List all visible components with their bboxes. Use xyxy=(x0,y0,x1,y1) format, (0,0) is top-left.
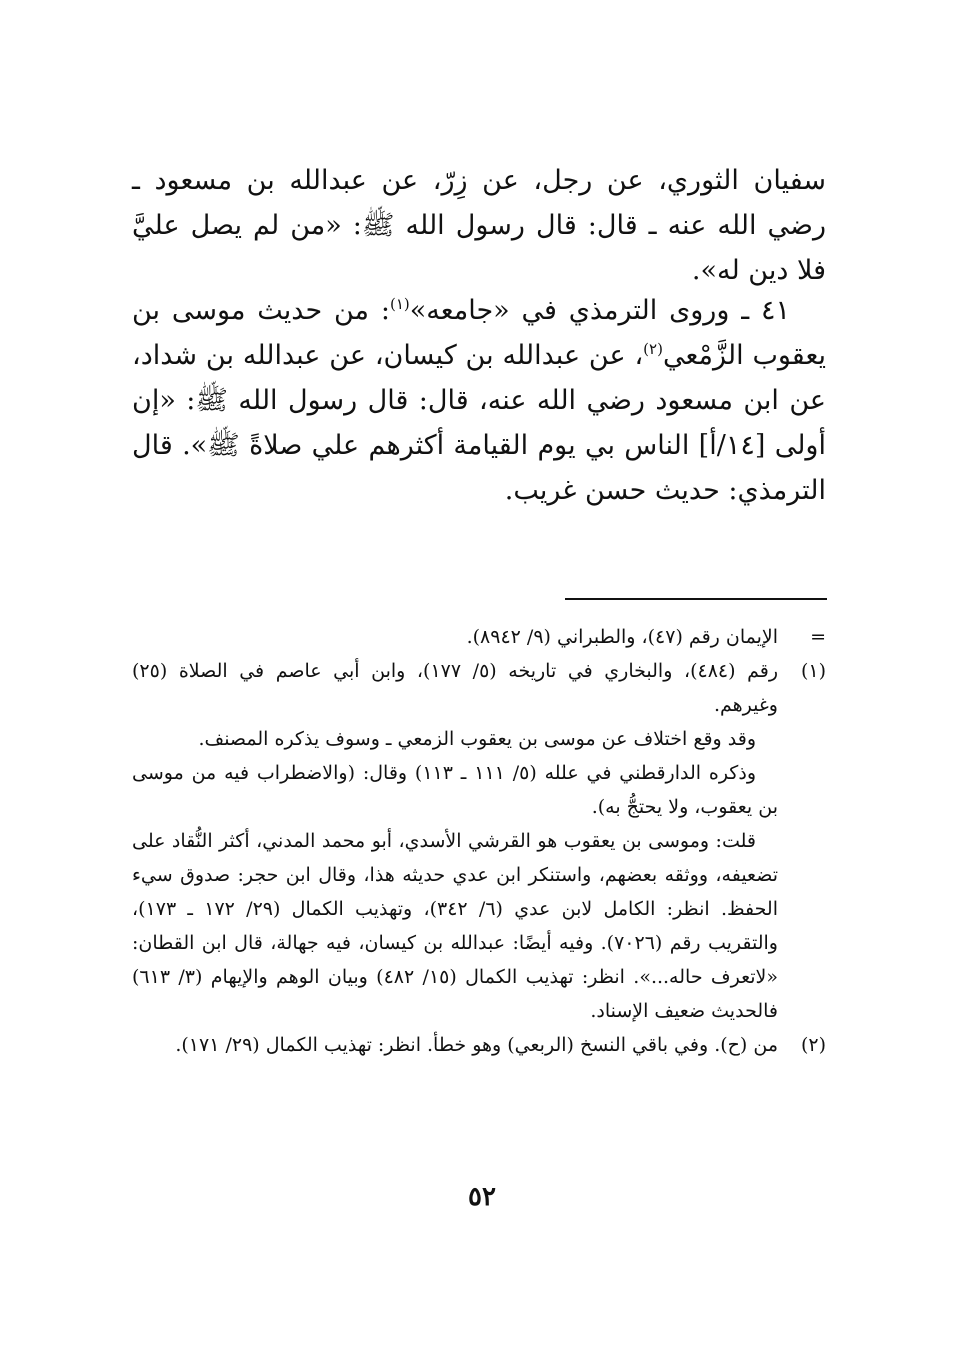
paragraph-1-text: سفيان الثوري، عن رجل، عن زِرّ، عن عبدالله بن مسعود ـ رضي الله عنه ـ قال: قال رسول الله ﷺ: «من لم يصل عليَّ فلا دين له». xyxy=(132,165,826,286)
footnote-1 xyxy=(132,654,826,1028)
footnotes-section xyxy=(132,620,826,1062)
footnote-continuation xyxy=(132,620,826,654)
footnote-1-para-2: وقد وقع اختلاف عن موسى بن يعقوب الزمعي ـ وسوف يذكره المصنف. xyxy=(198,728,756,750)
paragraph-2-text-b: : من حديث موسى بن يعقوب الزَّمْعي xyxy=(132,295,827,371)
footnote-1-para-3: وذكره الدارقطني في علله (٥/ ١١١ ـ ١١٣) وقال: (والاضطراب فيه من موسى بن يعقوب، ولا يحتجُّ به). xyxy=(132,762,778,818)
footnote-2-number: (٢) xyxy=(800,1034,826,1056)
footnote-2 xyxy=(132,1028,826,1062)
paragraph-2-text-c: ، عن عبدالله بن كيسان، عن عبدالله بن شداد، عن ابن مسعود رضي الله عنه، قال: قال رسول الله ﷺ: «إن أولى xyxy=(132,340,826,461)
footnote-2-text: من (ح). وفي باقي النسخ (الربعي) وهو خطأ. انظر: تهذيب الكمال (٢٩/ ١٧١). xyxy=(175,1034,778,1056)
footnote-ref-2[interactable]: (٢) xyxy=(643,340,663,358)
hadith-number: ٤١ ـ xyxy=(741,295,790,326)
footnote-1-para-4: قلت: وموسى بن يعقوب هو القرشي الأسدي، أبو محمد المدني، أكثر النُّقاد على تضعيفه، ووثقه بعضهم، واستنكر ابن عدي حديثه هذا، وقال ابن حجر: صدوق سيء الحفظ. انظر: الكامل لابن عدي (٦/ ٣٤٢)، وتهذيب الكمال (٢٩/ ١٧٢ ـ ١٧٣)، والتقريب رقم (٧٠٢٦). وفيه أيضًا: عبدالله بن كيسان، فيه جهالة، قال ابن القطان: «لاتعرف حاله...». انظر: تهذيب الكمال (١٥/ ٤٨٢) وبيان الوهم والإيهام (٣/ ٦١٣) فالحديث ضعيف الإسناد. xyxy=(132,830,779,1022)
continuation-marker: = xyxy=(810,626,826,648)
paragraph-2-text-a: وروى الترمذي في «جامعه» xyxy=(409,295,730,326)
footnote-ref-1[interactable]: (١) xyxy=(389,295,410,313)
main-paragraph-2 xyxy=(132,288,826,513)
paragraph-2-text-d: الناس بي يوم القيامة أكثرهم علي صلاةً ﷺ». قال الترمذي: حديث حسن غريب. xyxy=(132,430,826,506)
main-paragraph-1 xyxy=(132,158,826,293)
manuscript-folio-marker: [١٤/أ] xyxy=(698,430,766,461)
page-number: ٥٢ xyxy=(468,1182,496,1212)
footnote-1-para-1: رقم (٤٨٤)، والبخاري في تاريخه (٥/ ١٧٧)، وابن أبي عاصم في الصلاة (٢٥) وغيرهم. xyxy=(132,660,778,716)
continuation-text: الإيمان رقم (٤٧)، والطبراني (٩/ ٨٩٤٢). xyxy=(466,626,778,648)
footnote-separator xyxy=(565,598,827,600)
footnote-1-number: (١) xyxy=(800,660,826,682)
